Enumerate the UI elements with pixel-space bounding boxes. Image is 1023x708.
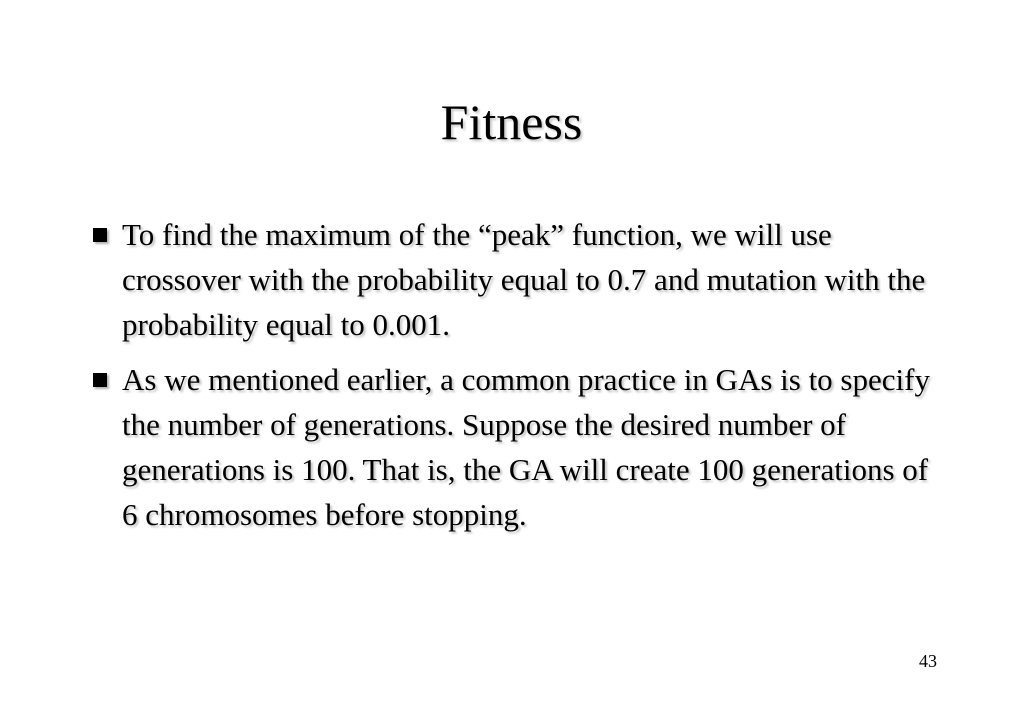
- square-bullet-icon: [93, 373, 107, 387]
- page-number: 43: [919, 651, 937, 671]
- square-bullet-icon: [93, 228, 107, 242]
- slide-title: Fitness: [440, 94, 583, 150]
- bullet-list: [88, 212, 948, 547]
- bullet-text: To find the maximum of the “peak” function, we will use crossover with the probability equal to 0.7 and mutation with the probability equal to 0.001.: [122, 217, 926, 342]
- bullet-text: As we mentioned earlier, a common practice in GAs is to specify the number of generations. Suppose the desired number of generations is 100. That is, the GA will create 100 generations of 6 chromosomes before stopping.: [122, 362, 930, 532]
- bullet-item: [88, 357, 948, 537]
- bullet-item: [88, 212, 948, 347]
